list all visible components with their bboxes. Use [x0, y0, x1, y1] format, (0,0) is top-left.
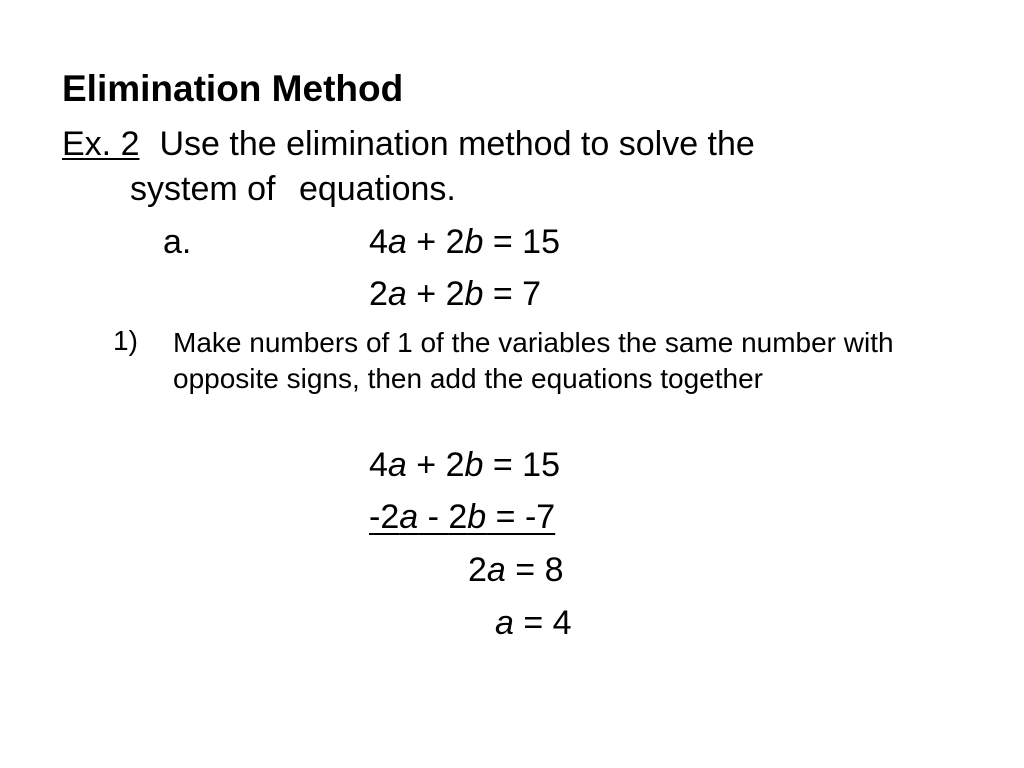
work-sum-equation: 2a = 8 — [468, 551, 564, 589]
example-prompt-line1 — [62, 127, 755, 161]
step-number: 1) — [113, 325, 138, 356]
part-letter: a. — [163, 223, 192, 261]
work-equation-1: 4a + 2b = 15 — [369, 446, 561, 484]
work-equation-2-negated: -2a - 2b = -7 — [369, 498, 556, 536]
example-text-line2-part1: system of — [130, 170, 276, 208]
example-text-line1: Use the elimination method to solve the — [159, 125, 755, 163]
system-equation-2: 2a + 2b = 7 — [369, 275, 542, 313]
work-solution: a = 4 — [495, 604, 572, 642]
step-text: Make numbers of 1 of the variables the same number with opposite signs, then add the equations together — [173, 327, 894, 394]
example-label: Ex. 2 — [62, 125, 140, 163]
slide-title: Elimination Method — [62, 68, 404, 109]
example-text-line2-part2: equations. — [298, 170, 456, 208]
example-prompt-line2 — [130, 172, 456, 206]
system-equation-1: 4a + 2b = 15 — [369, 223, 561, 261]
